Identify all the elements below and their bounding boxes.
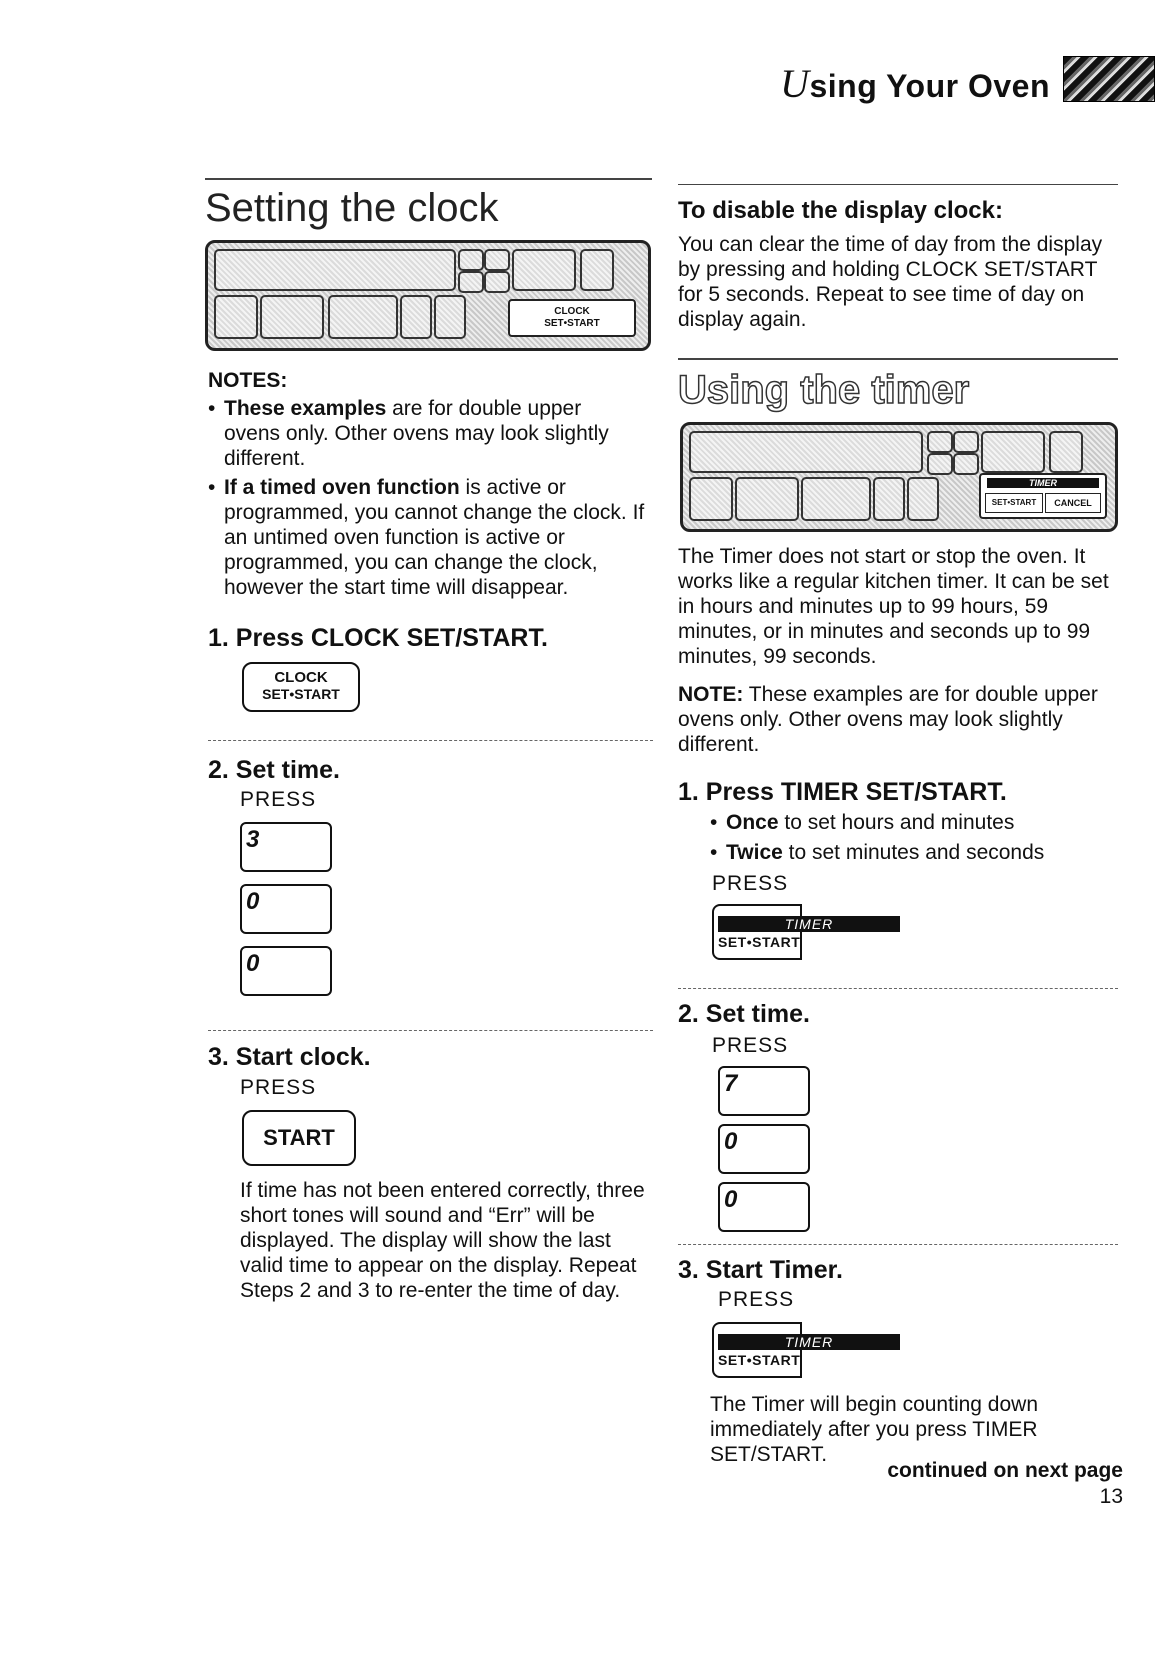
timer-button-label: SET•START bbox=[718, 934, 801, 950]
note-item: • These examples are for double upper ovens only. Other ovens may look slightly different. bbox=[208, 396, 653, 471]
disable-clock-heading: To disable the display clock: bbox=[678, 197, 1003, 224]
timer-button-bar: TIMER bbox=[718, 916, 900, 932]
panel-timer-keys: TIMER SET•START CANCEL bbox=[979, 473, 1107, 519]
number-key-7[interactable]: 7 bbox=[718, 1066, 810, 1116]
page-number: 13 bbox=[1099, 1485, 1123, 1508]
using-timer-title: Using the timer bbox=[678, 368, 970, 412]
press-label: PRESS bbox=[718, 1288, 795, 1311]
panel-clock-set-start-key: CLOCK SET•START bbox=[508, 299, 636, 337]
step-divider bbox=[208, 1030, 653, 1031]
clock-step-3: 3. Start clock. bbox=[208, 1043, 371, 1071]
start-timer-text: The Timer will begin counting down immediately after you press TIMER SET/START. bbox=[710, 1393, 1039, 1466]
start-clock-text: If time has not been entered correctly, three short tones will sound and “Err” will be displayed. The display will show the last valid time to appear on the display. Repeat Steps 2 and 3 to re-enter the time of day. bbox=[240, 1179, 645, 1302]
continued-note: continued on next page bbox=[887, 1459, 1123, 1482]
press-label: PRESS bbox=[240, 788, 317, 811]
clock-step-1: 1. Press CLOCK SET/START. bbox=[208, 624, 548, 652]
number-key-0[interactable]: 0 bbox=[718, 1182, 810, 1232]
notes-heading: NOTES: bbox=[208, 369, 288, 392]
page-header-title bbox=[780, 60, 1050, 107]
clock-step-2: 2. Set time. bbox=[208, 756, 340, 784]
option-item: • Twice to set minutes and seconds bbox=[710, 840, 1110, 865]
start-button[interactable]: START bbox=[242, 1110, 356, 1166]
press-label: PRESS bbox=[712, 872, 789, 895]
press-label: PRESS bbox=[240, 1076, 317, 1099]
timer-step-1: 1. Press TIMER SET/START. bbox=[678, 778, 1007, 806]
timer-step-2: 2. Set time. bbox=[678, 1000, 810, 1028]
option-item: • Once to set hours and minutes bbox=[710, 810, 1110, 835]
step-divider bbox=[208, 740, 653, 741]
step-divider bbox=[678, 1244, 1118, 1245]
press-label: PRESS bbox=[712, 1034, 789, 1057]
step-divider bbox=[678, 988, 1118, 989]
timer-step-1-options bbox=[710, 810, 1110, 865]
section-rule bbox=[678, 358, 1118, 360]
control-panel-timer-image bbox=[680, 422, 1118, 532]
number-key-0[interactable]: 0 bbox=[240, 946, 332, 996]
timer-set-start-button[interactable] bbox=[712, 1316, 912, 1382]
disable-clock-text: You can clear the time of day from the display by pressing and holding CLOCK SET/START for 5 seconds. Repeat to see time of day on display again. bbox=[678, 233, 1103, 331]
timer-step-3: 3. Start Timer. bbox=[678, 1256, 843, 1284]
header-script-letter: U bbox=[780, 61, 810, 106]
timer-note: NOTE: These examples are for double upper ovens only. Other ovens may look slightly different. bbox=[678, 683, 1098, 756]
timer-button-bar: TIMER bbox=[718, 1334, 900, 1350]
timer-button-label: SET•START bbox=[718, 1352, 801, 1368]
timer-description: The Timer does not start or stop the oven. It works like a regular kitchen timer. It can be set in hours and minutes up to 99 hours, 59 minutes, or in minutes and seconds up to 99 minutes, 99 seconds. bbox=[678, 545, 1109, 668]
oven-logo-icon bbox=[1063, 56, 1155, 102]
section-rule bbox=[678, 184, 1118, 185]
setting-clock-title: Setting the clock bbox=[205, 186, 499, 230]
timer-set-start-button[interactable] bbox=[712, 898, 912, 964]
number-key-0[interactable]: 0 bbox=[240, 884, 332, 934]
control-panel-clock-image bbox=[205, 240, 651, 351]
notes-list bbox=[208, 396, 653, 600]
section-rule bbox=[205, 178, 652, 180]
clock-set-start-button[interactable]: CLOCK SET•START bbox=[242, 662, 360, 712]
number-key-0[interactable]: 0 bbox=[718, 1124, 810, 1174]
note-item: • If a timed oven function is active or programmed, you cannot change the clock. If an untimed oven function is active or programmed, you can change the clock, however the start time will disappear. bbox=[208, 475, 653, 600]
number-key-3[interactable]: 3 bbox=[240, 822, 332, 872]
header-title-rest: sing Your Oven bbox=[809, 68, 1050, 104]
